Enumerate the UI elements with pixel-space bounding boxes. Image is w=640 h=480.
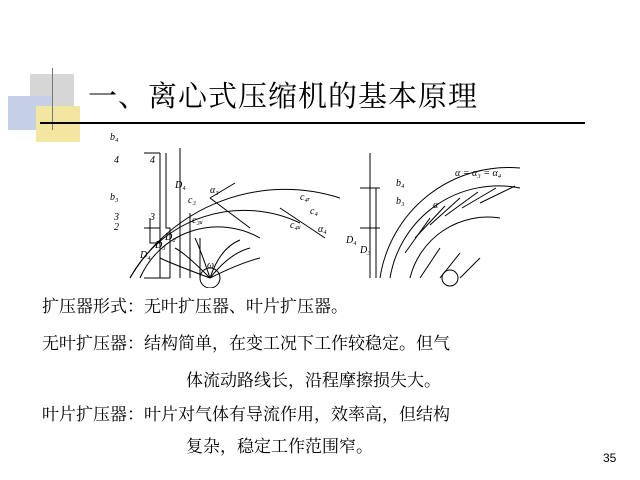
label-3a: 3 <box>114 212 119 223</box>
line-2 <box>42 329 450 359</box>
line-5-text: 复杂，稳定工作范围窄。 <box>186 437 373 457</box>
label-b3-right: b₃ <box>396 196 405 207</box>
label-c3: c₃ <box>188 195 196 206</box>
label-D4: D₄ <box>140 250 151 261</box>
line-2-label: 无叶扩压器： <box>42 334 144 354</box>
label-2: 2 <box>114 222 119 233</box>
label-D4-vert: D₄ <box>175 180 186 191</box>
line-3-text: 体流动路线长，沿程摩擦损失大。 <box>186 371 441 391</box>
deco-vline <box>52 68 53 130</box>
page-number: 35 <box>603 451 617 465</box>
label-4b: 4 <box>150 155 155 166</box>
label-D3: D₃ <box>155 240 166 251</box>
line-4 <box>42 400 450 430</box>
label-alpha3: α₃ <box>210 185 219 196</box>
label-c4u: c₄ᵤ <box>290 220 301 231</box>
line-4-label: 叶片扩压器： <box>42 405 144 425</box>
label-omega: ω <box>207 260 215 271</box>
line-1-label: 扩压器形式： <box>42 297 144 317</box>
line-5 <box>186 432 373 462</box>
label-3b: 3 <box>150 212 155 223</box>
slide-title: 一、离心式压缩机的基本原理 <box>88 79 479 113</box>
diffuser-diagram <box>100 128 540 288</box>
label-b3: b₃ <box>110 192 119 203</box>
line-3 <box>186 366 441 396</box>
label-alpha-right: α <box>433 200 439 211</box>
line-1 <box>42 292 348 322</box>
vaneless-diffuser-figure <box>130 148 340 288</box>
left-figure-labels <box>110 132 327 271</box>
line-4-text: 叶片对气体有导流作用，效率高，但结构 <box>144 405 450 425</box>
label-alpha4: α₄ <box>318 224 327 235</box>
label-b4: b₄ <box>110 132 119 143</box>
label-c4r: c₄ᵣ <box>300 192 311 203</box>
label-4a: 4 <box>114 155 119 166</box>
label-c4: c₄ <box>310 206 318 217</box>
line-2-text: 结构简单，在变工况下工作较稳定。但气 <box>144 334 450 354</box>
right-figure-labels <box>345 168 502 256</box>
label-c3u: c₃ᵤ <box>192 215 203 226</box>
line-1-text: 无叶扩压器、叶片扩压器。 <box>144 297 348 317</box>
title-underline <box>40 122 585 124</box>
label-D3-right: D₃ <box>360 245 371 256</box>
label-D4-right: D₄ <box>346 235 357 246</box>
deco-square-yellow <box>36 106 80 142</box>
label-D2: D₂ <box>165 232 176 243</box>
label-b4-right: b₄ <box>396 178 405 189</box>
label-alpha-eq: α = α₃ = α₄ <box>455 168 502 179</box>
